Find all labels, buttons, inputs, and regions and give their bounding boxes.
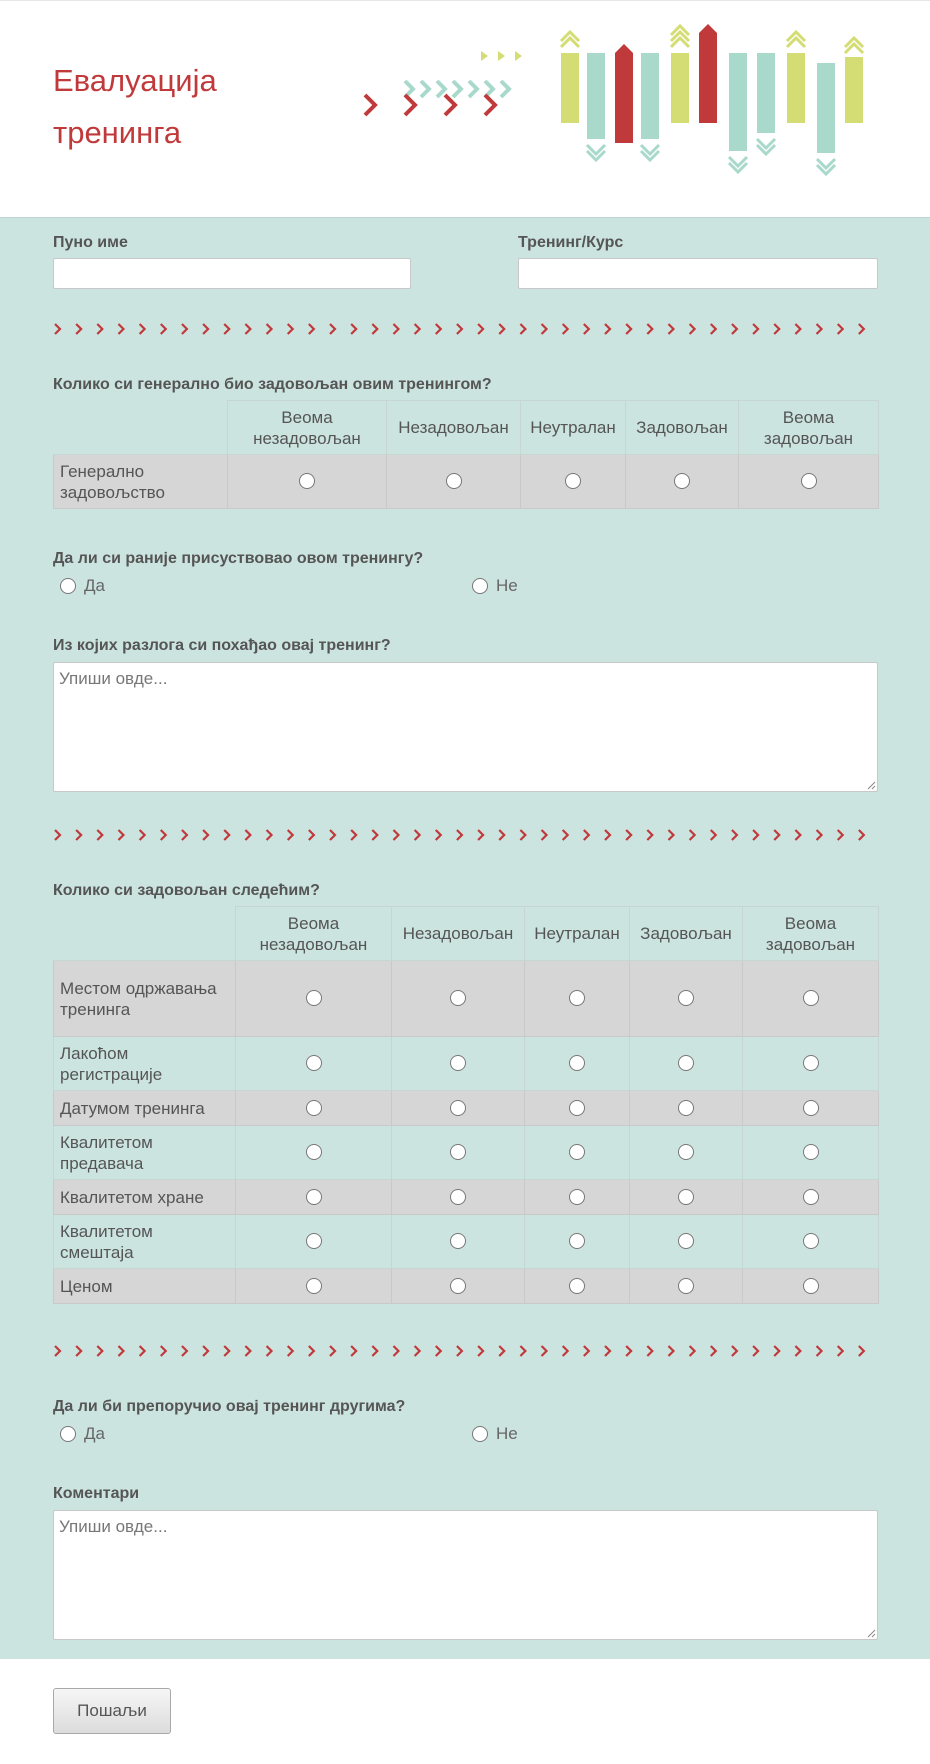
chevron-icon — [774, 1346, 779, 1356]
chevron-icon — [330, 324, 335, 334]
chevron-icon — [838, 324, 843, 334]
matrix-row — [54, 1126, 879, 1180]
chevron-icon — [795, 1346, 800, 1356]
row-label: Квалитетом предавача — [54, 1126, 236, 1180]
rating-radio[interactable] — [306, 1100, 322, 1116]
column-header: Неутралан — [525, 907, 630, 961]
satisfaction-details-matrix — [53, 906, 879, 1304]
rating-radio[interactable] — [306, 1144, 322, 1160]
recommend-yes-radio[interactable] — [60, 1426, 76, 1442]
chevron-icon — [309, 1346, 314, 1356]
submit-button[interactable]: Пошаљи — [53, 1688, 171, 1734]
chevron-icon — [309, 324, 314, 334]
chevron-icon — [647, 830, 652, 840]
rating-radio[interactable] — [803, 1055, 819, 1071]
chevron-icon — [224, 324, 229, 334]
chevron-icon — [542, 324, 547, 334]
chevron-icon — [795, 830, 800, 840]
rating-radio[interactable] — [446, 473, 462, 489]
matrix-row — [54, 1037, 879, 1091]
attended-no-option[interactable] — [472, 575, 518, 597]
rating-radio[interactable] — [678, 1100, 694, 1116]
chevron-icon — [140, 324, 145, 334]
chevron-divider — [53, 828, 878, 842]
matrix-row — [54, 1091, 879, 1126]
chevron-icon — [76, 324, 81, 334]
rating-radio[interactable] — [801, 473, 817, 489]
chevron-icon — [690, 830, 695, 840]
chevron-icon — [732, 1346, 737, 1356]
chevron-icon — [626, 1346, 631, 1356]
matrix-corner — [54, 907, 236, 961]
training-input[interactable] — [518, 258, 878, 289]
chevron-icon — [711, 830, 716, 840]
recommend-no-option[interactable] — [472, 1423, 518, 1445]
chevron-icon — [351, 830, 356, 840]
chevron-icon — [753, 1346, 758, 1356]
chevron-icon — [478, 1346, 483, 1356]
attended-yes-option[interactable] — [60, 575, 105, 597]
chevron-icon — [436, 830, 441, 840]
chevron-icon — [584, 830, 589, 840]
chevron-icon — [732, 830, 737, 840]
chevron-icon — [288, 1346, 293, 1356]
chevron-icon — [457, 324, 462, 334]
rating-radio[interactable] — [450, 1233, 466, 1249]
chevron-icon — [753, 830, 758, 840]
matrix-row — [54, 1180, 879, 1215]
chevron-icon — [584, 324, 589, 334]
rating-radio[interactable] — [678, 1233, 694, 1249]
chevron-icon — [859, 830, 864, 840]
row-label: Генерално задовољство — [54, 455, 228, 509]
rating-radio[interactable] — [450, 1100, 466, 1116]
matrix-corner — [54, 401, 228, 455]
chevron-icon — [668, 1346, 673, 1356]
rating-radio[interactable] — [569, 1233, 585, 1249]
satisfaction-details-label: Колико си задовољан следећим? — [53, 882, 320, 899]
chevron-icon — [520, 830, 525, 840]
chevron-icon — [97, 1346, 102, 1356]
column-header: Веома незадовољан — [228, 401, 387, 455]
chevron-icon — [140, 1346, 145, 1356]
chevron-icon — [859, 1346, 864, 1356]
chevron-icon — [393, 830, 398, 840]
attended-before-label: Да ли си раније присуствовао овом тренингу? — [53, 550, 424, 567]
rating-radio[interactable] — [678, 1144, 694, 1160]
row-label: Квалитетом хране — [54, 1180, 236, 1215]
rating-radio[interactable] — [803, 1278, 819, 1294]
recommend-label: Да ли би препоручио овај тренинг другима? — [53, 1398, 406, 1415]
chevron-icon — [267, 1346, 272, 1356]
chevron-icon — [372, 830, 377, 840]
rating-radio[interactable] — [299, 473, 315, 489]
option-label: Не — [496, 576, 518, 595]
chevron-icon — [267, 830, 272, 840]
resize-grip-icon[interactable] — [866, 780, 876, 790]
chevron-icon — [330, 1346, 335, 1356]
chevron-icon — [478, 830, 483, 840]
chevron-icon — [118, 1346, 123, 1356]
rating-radio[interactable] — [306, 1055, 322, 1071]
rating-radio[interactable] — [803, 1233, 819, 1249]
full-name-label: Пуно име — [53, 234, 128, 251]
chevron-icon — [817, 324, 822, 334]
rating-radio[interactable] — [569, 1278, 585, 1294]
chevron-icon — [245, 324, 250, 334]
chevron-icon — [351, 1346, 356, 1356]
chevron-icon — [372, 1346, 377, 1356]
chevron-icon — [542, 1346, 547, 1356]
matrix-row — [54, 455, 879, 509]
chevron-icon — [817, 1346, 822, 1356]
chevron-icon — [351, 324, 356, 334]
column-header: Незадовољан — [387, 401, 521, 455]
chevron-icon — [795, 324, 800, 334]
form-footer — [0, 1659, 930, 1764]
chevron-icon — [288, 324, 293, 334]
chevron-icon — [457, 830, 462, 840]
chevron-icon — [182, 830, 187, 840]
row-label: Датумом тренинга — [54, 1091, 236, 1126]
rating-radio[interactable] — [306, 1278, 322, 1294]
chevron-icon — [161, 830, 166, 840]
rating-radio[interactable] — [306, 1233, 322, 1249]
chevron-icon — [817, 830, 822, 840]
chevron-icon — [499, 830, 504, 840]
rating-radio[interactable] — [678, 1278, 694, 1294]
chevron-icon — [309, 830, 314, 840]
placeholder-text: Упиши овде... — [59, 669, 168, 688]
rating-radio[interactable] — [450, 1055, 466, 1071]
chevron-icon — [605, 324, 610, 334]
chevron-icon — [245, 830, 250, 840]
chevron-icon — [203, 830, 208, 840]
rating-radio[interactable] — [306, 990, 322, 1006]
matrix-row — [54, 1269, 879, 1304]
chevron-icon — [140, 830, 145, 840]
chevron-icon — [55, 830, 60, 840]
chevron-icon — [711, 324, 716, 334]
column-header: Веома незадовољан — [236, 907, 392, 961]
rating-radio[interactable] — [678, 990, 694, 1006]
chevron-icon — [499, 1346, 504, 1356]
chevron-icon — [97, 324, 102, 334]
chevron-icon — [55, 1346, 60, 1356]
chevron-icon — [267, 324, 272, 334]
rating-radio[interactable] — [569, 1100, 585, 1116]
training-label: Тренинг/Курс — [518, 234, 624, 251]
chevron-icon — [605, 830, 610, 840]
matrix-row — [54, 1215, 879, 1269]
rating-radio[interactable] — [803, 1144, 819, 1160]
reasons-textarea[interactable] — [53, 662, 878, 792]
rating-radio[interactable] — [678, 1189, 694, 1205]
column-header: Веома задовољан — [743, 907, 879, 961]
chevron-icon — [647, 1346, 652, 1356]
rating-radio[interactable] — [569, 990, 585, 1006]
resize-grip-icon[interactable] — [866, 1628, 876, 1638]
chevron-icon — [203, 1346, 208, 1356]
chevron-icon — [838, 1346, 843, 1356]
chevron-icon — [118, 830, 123, 840]
rating-radio[interactable] — [803, 990, 819, 1006]
chevron-icon — [626, 830, 631, 840]
chevron-icon — [563, 324, 568, 334]
full-name-input[interactable] — [53, 258, 411, 289]
chevron-icon — [415, 830, 420, 840]
rating-radio[interactable] — [450, 990, 466, 1006]
reasons-label: Из којих разлога си похађао овај тренинг? — [53, 637, 391, 654]
row-label: Квалитетом смештаја — [54, 1215, 236, 1269]
chevron-icon — [245, 1346, 250, 1356]
option-label: Не — [496, 1424, 518, 1443]
chevron-icon — [753, 324, 758, 334]
chevron-icon — [97, 830, 102, 840]
chevron-icon — [774, 830, 779, 840]
chevron-icon — [457, 1346, 462, 1356]
chevron-icon — [118, 324, 123, 334]
chevron-icon — [859, 324, 864, 334]
chevron-icon — [520, 1346, 525, 1356]
chevron-icon — [393, 1346, 398, 1356]
chevron-icon — [563, 830, 568, 840]
rating-radio[interactable] — [450, 1189, 466, 1205]
chevron-icon — [605, 1346, 610, 1356]
column-header: Задовољан — [626, 401, 739, 455]
row-label: Лакоћом регистрације — [54, 1037, 236, 1091]
chevron-icon — [838, 830, 843, 840]
chevron-icon — [182, 1346, 187, 1356]
form-title: Евалуација тренинга — [53, 63, 217, 150]
recommend-yes-option[interactable] — [60, 1423, 105, 1445]
rating-radio[interactable] — [565, 473, 581, 489]
form-header — [0, 0, 930, 217]
chevron-icon — [711, 1346, 716, 1356]
chevron-icon — [542, 830, 547, 840]
placeholder-text: Упиши овде... — [59, 1517, 168, 1536]
chevron-icon — [690, 1346, 695, 1356]
column-header: Задовољан — [630, 907, 743, 961]
rating-radio[interactable] — [674, 473, 690, 489]
chevron-icon — [288, 830, 293, 840]
chevron-icon — [55, 324, 60, 334]
chevron-icon — [224, 1346, 229, 1356]
rating-radio[interactable] — [450, 1278, 466, 1294]
chevron-icon — [203, 324, 208, 334]
column-header: Веома задовољан — [739, 401, 879, 455]
chevron-icon — [520, 324, 525, 334]
rating-radio[interactable] — [678, 1055, 694, 1071]
row-label: Ценом — [54, 1269, 236, 1304]
chevron-icon — [478, 324, 483, 334]
column-header: Незадовољан — [392, 907, 525, 961]
rating-radio[interactable] — [306, 1189, 322, 1205]
row-label: Местом одржавања тренинга — [54, 961, 236, 1037]
chevron-icon — [499, 324, 504, 334]
chevron-divider — [53, 322, 878, 336]
matrix-row — [54, 961, 879, 1037]
chevron-icon — [415, 1346, 420, 1356]
chevron-icon — [647, 324, 652, 334]
comments-textarea[interactable] — [53, 1510, 878, 1640]
attended-yes-radio[interactable] — [60, 578, 76, 594]
option-label: Да — [84, 576, 105, 595]
chevron-icon — [668, 830, 673, 840]
column-header: Неутралан — [521, 401, 626, 455]
rating-radio[interactable] — [803, 1100, 819, 1116]
rating-radio[interactable] — [569, 1144, 585, 1160]
chevron-icon — [161, 1346, 166, 1356]
chevron-icon — [690, 324, 695, 334]
chevron-icon — [372, 324, 377, 334]
chevron-icon — [436, 324, 441, 334]
chevron-icon — [76, 1346, 81, 1356]
chevron-divider — [53, 1344, 878, 1358]
option-label: Да — [84, 1424, 105, 1443]
attended-no-radio[interactable] — [472, 578, 488, 594]
chevron-icon — [161, 324, 166, 334]
chevron-icon — [774, 324, 779, 334]
chevron-icon — [668, 324, 673, 334]
overall-satisfaction-matrix — [53, 400, 879, 509]
chevron-icon — [224, 830, 229, 840]
chevron-icon — [182, 324, 187, 334]
rating-radio[interactable] — [569, 1055, 585, 1071]
chevron-icon — [584, 1346, 589, 1356]
chevron-icon — [393, 324, 398, 334]
chevron-icon — [732, 324, 737, 334]
chevron-icon — [415, 324, 420, 334]
chevron-icon — [626, 324, 631, 334]
rating-radio[interactable] — [569, 1189, 585, 1205]
chevron-icon — [436, 1346, 441, 1356]
form-body — [0, 217, 930, 1659]
recommend-no-radio[interactable] — [472, 1426, 488, 1442]
chevron-icon — [76, 830, 81, 840]
decorative-banner-art — [355, 19, 875, 191]
chevron-icon — [330, 830, 335, 840]
comments-label: Коментари — [53, 1485, 140, 1502]
rating-radio[interactable] — [450, 1144, 466, 1160]
chevron-icon — [563, 1346, 568, 1356]
overall-satisfaction-label: Колико си генерално био задовољан овим тренингом? — [53, 376, 492, 393]
rating-radio[interactable] — [803, 1189, 819, 1205]
